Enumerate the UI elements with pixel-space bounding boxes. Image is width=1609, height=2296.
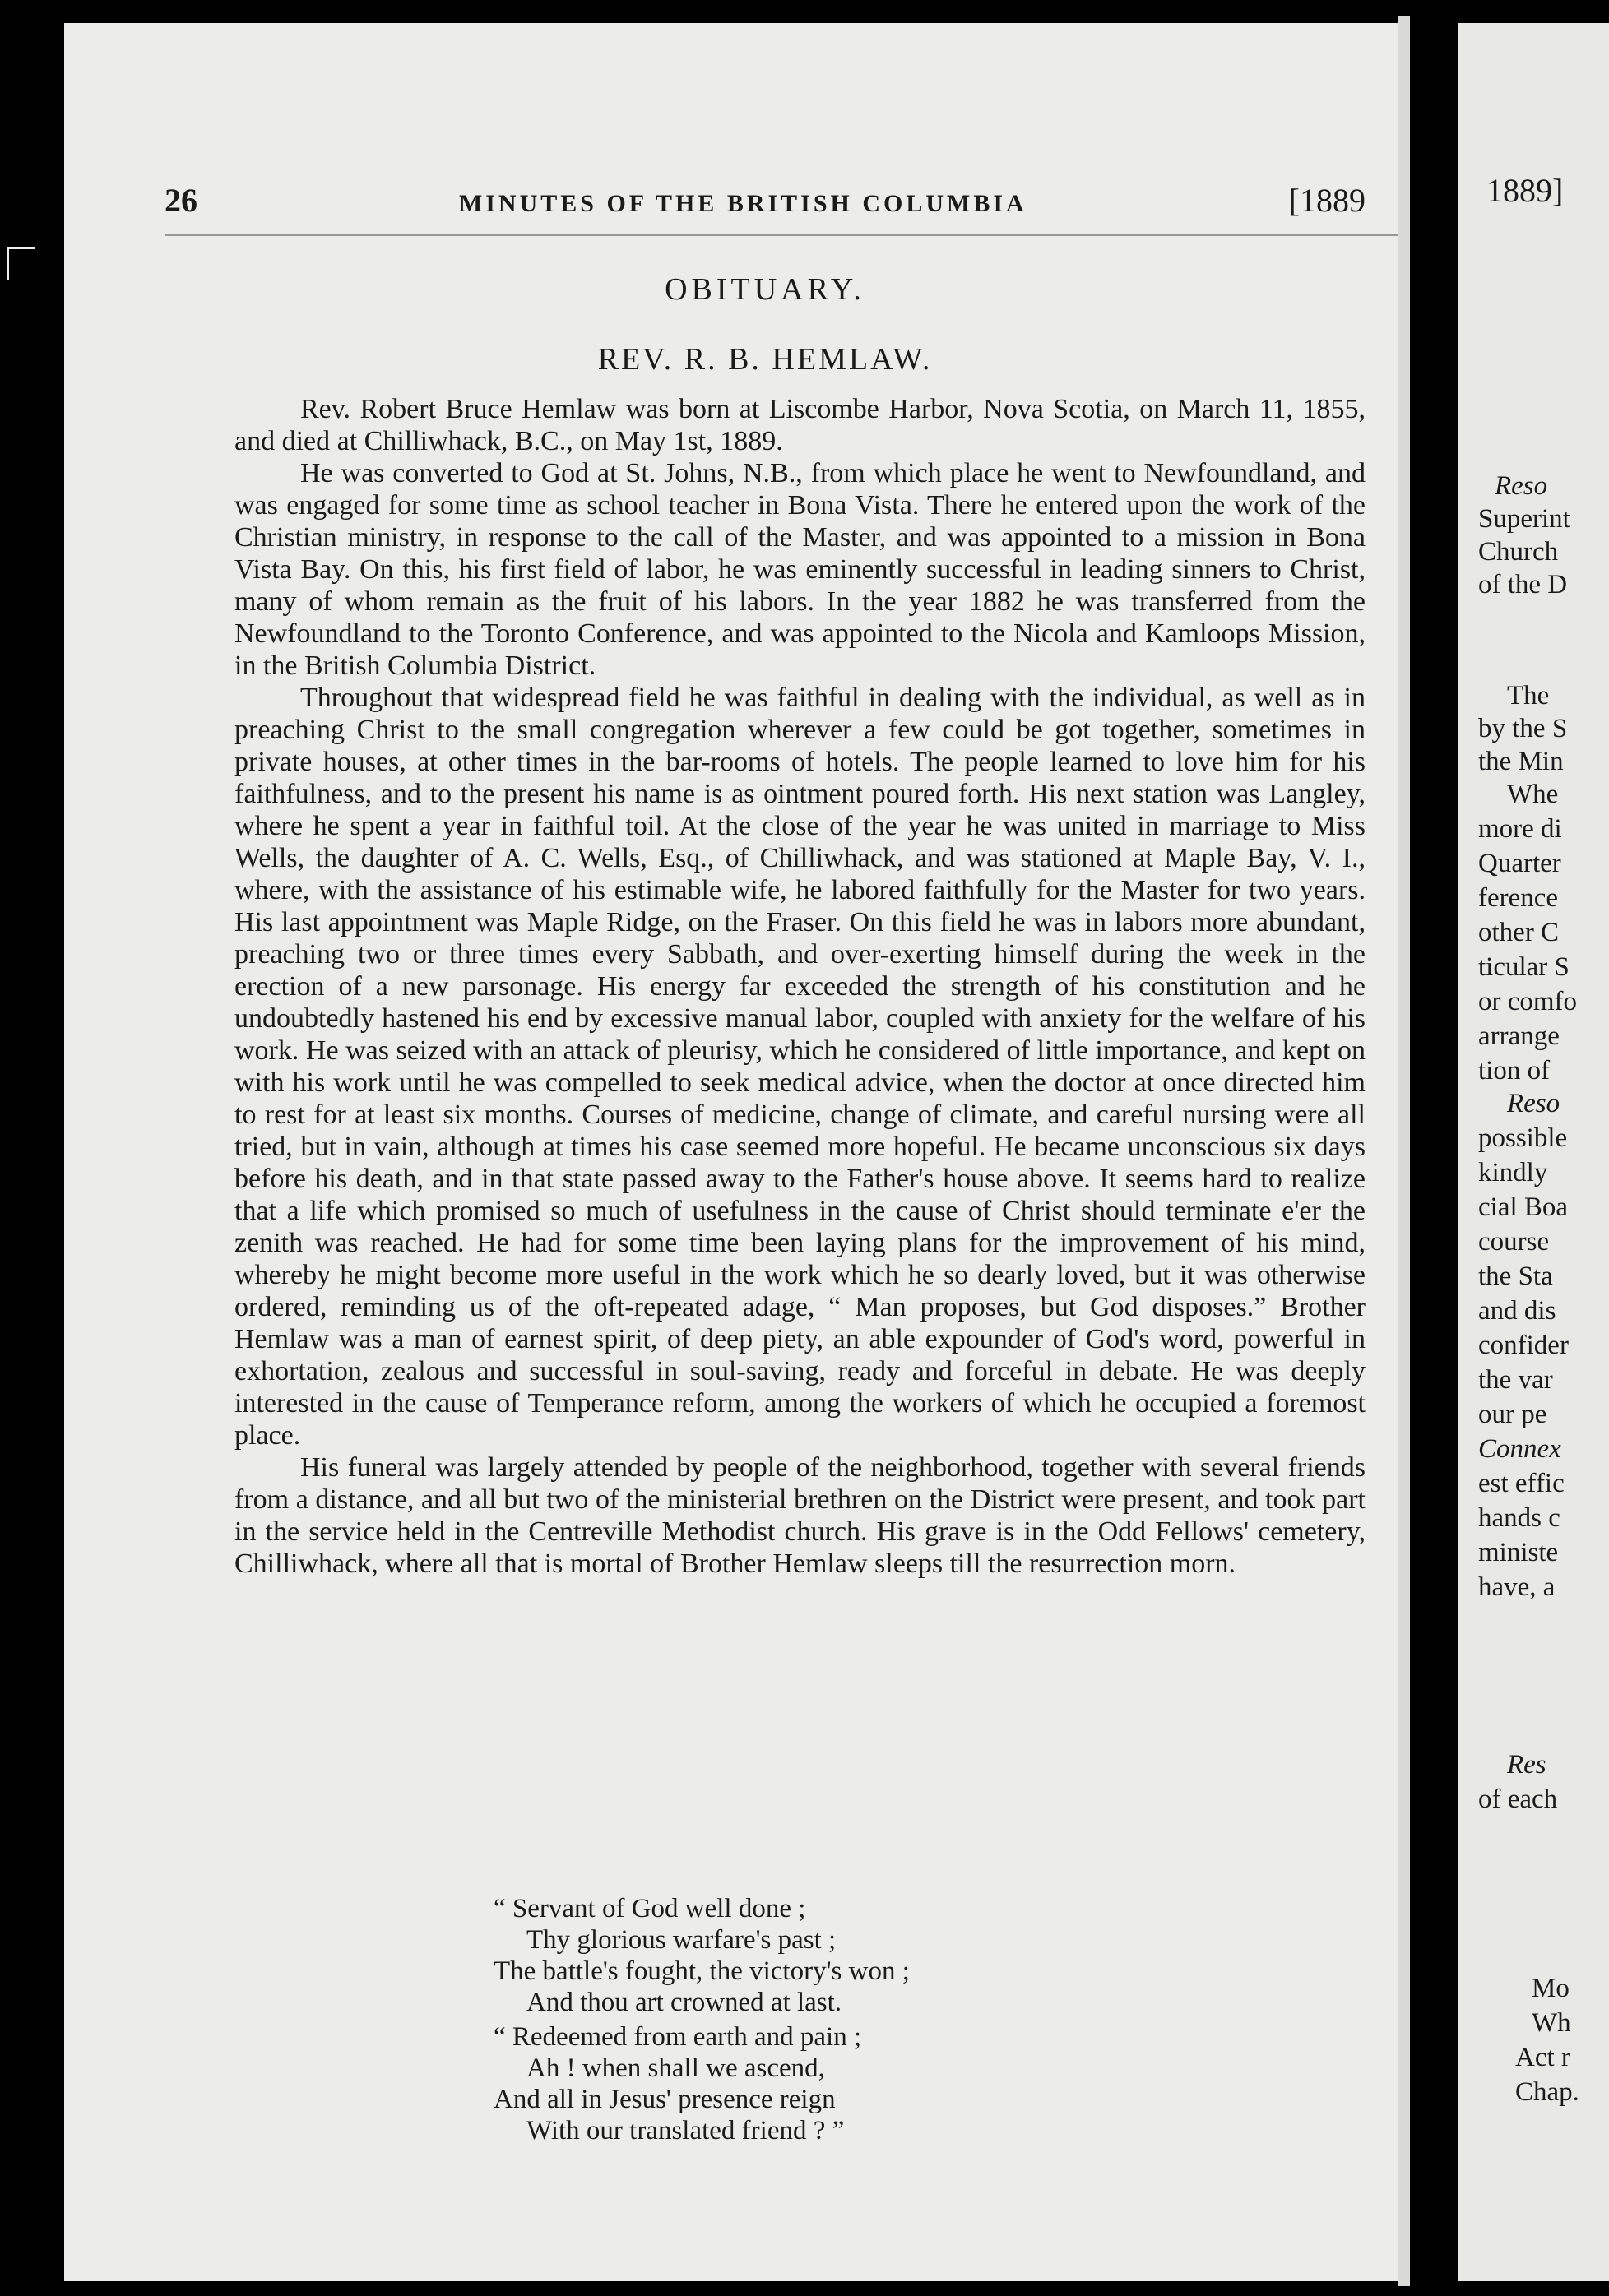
facing-page-fragment: other C bbox=[1478, 918, 1560, 947]
facing-page-fragment: Chap. bbox=[1515, 2077, 1579, 2107]
facing-page-fragment: kindly bbox=[1478, 1158, 1548, 1187]
facing-page-fragment: Quarter bbox=[1478, 849, 1561, 878]
facing-page-fragment: Whe bbox=[1507, 780, 1559, 809]
facing-page-fragment: Reso bbox=[1507, 1089, 1560, 1118]
facing-page-fragment: possible bbox=[1478, 1123, 1568, 1153]
verse-stanza bbox=[494, 1893, 1069, 2018]
paragraph: His funeral was largely attended by people of the neighborhood, together with several friends from a distance, and all but two of the ministerial brethren on the District were present, and took part in the service held in the Centreville Methodist church. His grave is in the Odd Fellows' cemetery, Chilliwhack, where all that is mortal of Brother Hemlaw sleeps till the resurrection morn. bbox=[234, 1452, 1366, 1579]
paragraph: Throughout that widespread field he was faithful in dealing with the individual, as well as in preaching Christ to the small congregation wherever a few could be got together, sometimes in private houses, at other times in the bar-rooms of hotels. The people learned to love him for his faithfulness, and to the present his name is as ointment poured forth. His next station was Langley, where he spent a year in faithful toil. At the close of the year he was united in marriage to Miss Wells, the daughter of A. C. Wells, Esq., of Chilliwhack, and was stationed at Maple Bay, V. I., where, with the assistance of his estimable wife, he labored faithfully for the Master for two years. His last appointment was Maple Ridge, on the Fraser. On this field he was in labors more abundant, preaching two or three times every Sabbath, and over-exerting himself during the week in the erection of a new parsonage. His energy far exceeded the strength of his constitution and he undoubtedly hastened his end by excessive manual labor, coupled with anxiety for the welfare of his work. He was seized with an attack of pleurisy, which he considered of little importance, and kept on with his work until he was compelled to seek medical advice, when the doctor at once directed him to rest for at least six months. Courses of medicine, change of climate, and careful nursing were all tried, but in vain, although at times his case seemed more hopeful. He became unconscious six days before his death, and in that state passed away to the Father's house above. It seems hard to realize that a life which promised so much of usefulness in the cause of Christ should terminate e'er the zenith was reached. He had for some time been laying plans for the improvement of his mind, whereby he might become more useful in the work which he so dearly loved, but it was otherwise ordered, reminding us of the oft-repeated adage, “ Man proposes, but God disposes.” Brother Hemlaw was a man of earnest spirit, of deep piety, an able expounder of God's word, powerful in exhortation, zealous and successful in soul-saving, ready and forceful in debate. He was deeply interested in the cause of Temperance reform, among the workers of which he occupied a foremost place. bbox=[234, 683, 1366, 1451]
facing-page-fragment: tion of bbox=[1478, 1056, 1551, 1086]
facing-page-fragment: more di bbox=[1478, 814, 1562, 844]
facing-page-fragment: Connex bbox=[1478, 1434, 1561, 1464]
facing-page-fragment: hands c bbox=[1478, 1503, 1560, 1533]
running-title: MINUTES OF THE BRITISH COLUMBIA bbox=[458, 190, 1027, 217]
header-rule bbox=[165, 234, 1398, 236]
verse-stanza bbox=[494, 2021, 1069, 2146]
facing-page bbox=[1458, 23, 1609, 2281]
paragraph: He was converted to God at St. Johns, N.B., from which place he went to Newfoundland, and was engaged for some time as school teacher in Bona Vista. There he entered upon the work of the Christian ministry, in response to the call of the Master, and was appointed to a mission in Bona Vista Bay. On this, his first field of labor, he was eminently successful in leading sinners to Christ, many of whom remain as the fruit of his labors. In the year 1882 he was transferred from the Newfoundland to the Toronto Conference, and was appointed to the Nicola and Kamloops Mission, in the British Columbia District. bbox=[234, 458, 1366, 681]
paragraph: Rev. Robert Bruce Hemlaw was born at Liscombe Harbor, Nova Scotia, on March 11, 1855, and died at Chilliwhack, B.C., on May 1st, 1889. bbox=[234, 394, 1366, 456]
obituary-body bbox=[234, 393, 1366, 1580]
facing-page-fragment: Act r bbox=[1515, 2043, 1570, 2072]
running-head bbox=[165, 181, 1366, 230]
facing-page-fragment: Res bbox=[1507, 1750, 1546, 1780]
verse-line: And thou art crowned at last. bbox=[526, 1988, 842, 2017]
facing-page-fragment: ticular S bbox=[1478, 952, 1570, 982]
facing-page-fragment: cial Boa bbox=[1478, 1192, 1569, 1222]
facing-page-fragment: arrange bbox=[1478, 1021, 1560, 1051]
facing-page-header: 1889] bbox=[1486, 172, 1564, 209]
facing-page-fragment: Wh bbox=[1532, 2008, 1571, 2038]
verse-line: “ Servant of God well done ; bbox=[494, 1894, 806, 1923]
page-number: 26 bbox=[165, 182, 197, 219]
verse-line: Ah ! when shall we ascend, bbox=[526, 2053, 825, 2083]
scan-artifact bbox=[7, 247, 35, 249]
facing-page-fragment: of the D bbox=[1478, 570, 1568, 599]
facing-page-fragment: ministe bbox=[1478, 1538, 1559, 1567]
page-edge bbox=[1398, 16, 1410, 2286]
facing-page-fragment: our pe bbox=[1478, 1400, 1547, 1429]
facing-page-fragment: Mo bbox=[1532, 1974, 1570, 2003]
verse-line: Thy glorious warfare's past ; bbox=[526, 1925, 837, 1955]
facing-page-fragment: Church bbox=[1478, 537, 1559, 567]
facing-page-fragment: course bbox=[1478, 1227, 1550, 1257]
verse-line: “ Redeemed from earth and pain ; bbox=[494, 2022, 862, 2052]
facing-page-fragment: or comfo bbox=[1478, 987, 1578, 1016]
facing-page-fragment: Reso bbox=[1495, 471, 1548, 501]
facing-page-fragment: ference bbox=[1478, 883, 1559, 913]
facing-page-fragment: est effic bbox=[1478, 1469, 1565, 1498]
facing-page-fragment: and dis bbox=[1478, 1296, 1556, 1326]
section-title: OBITUARY. bbox=[665, 272, 865, 307]
facing-page-fragment: by the S bbox=[1478, 714, 1568, 743]
scan-artifact bbox=[7, 247, 9, 280]
facing-page-fragment: of each bbox=[1478, 1784, 1558, 1814]
verse-line: And all in Jesus' presence reign bbox=[494, 2085, 836, 2114]
facing-page-fragment: the Sta bbox=[1478, 1261, 1553, 1291]
obituary-subject: REV. R. B. HEMLAW. bbox=[597, 342, 933, 377]
facing-page-fragment: The bbox=[1507, 681, 1550, 711]
running-year: [1889 bbox=[1288, 182, 1366, 219]
facing-page-fragment: confider bbox=[1478, 1331, 1569, 1360]
facing-page-fragment: Superint bbox=[1478, 504, 1570, 534]
facing-page-fragment: the Min bbox=[1478, 747, 1564, 776]
verse-line: With our translated friend ? ” bbox=[526, 2116, 845, 2146]
verse-line: The battle's fought, the victory's won ; bbox=[494, 1956, 910, 1986]
facing-page-fragment: the var bbox=[1478, 1365, 1553, 1395]
facing-page-fragment: have, a bbox=[1478, 1572, 1556, 1602]
